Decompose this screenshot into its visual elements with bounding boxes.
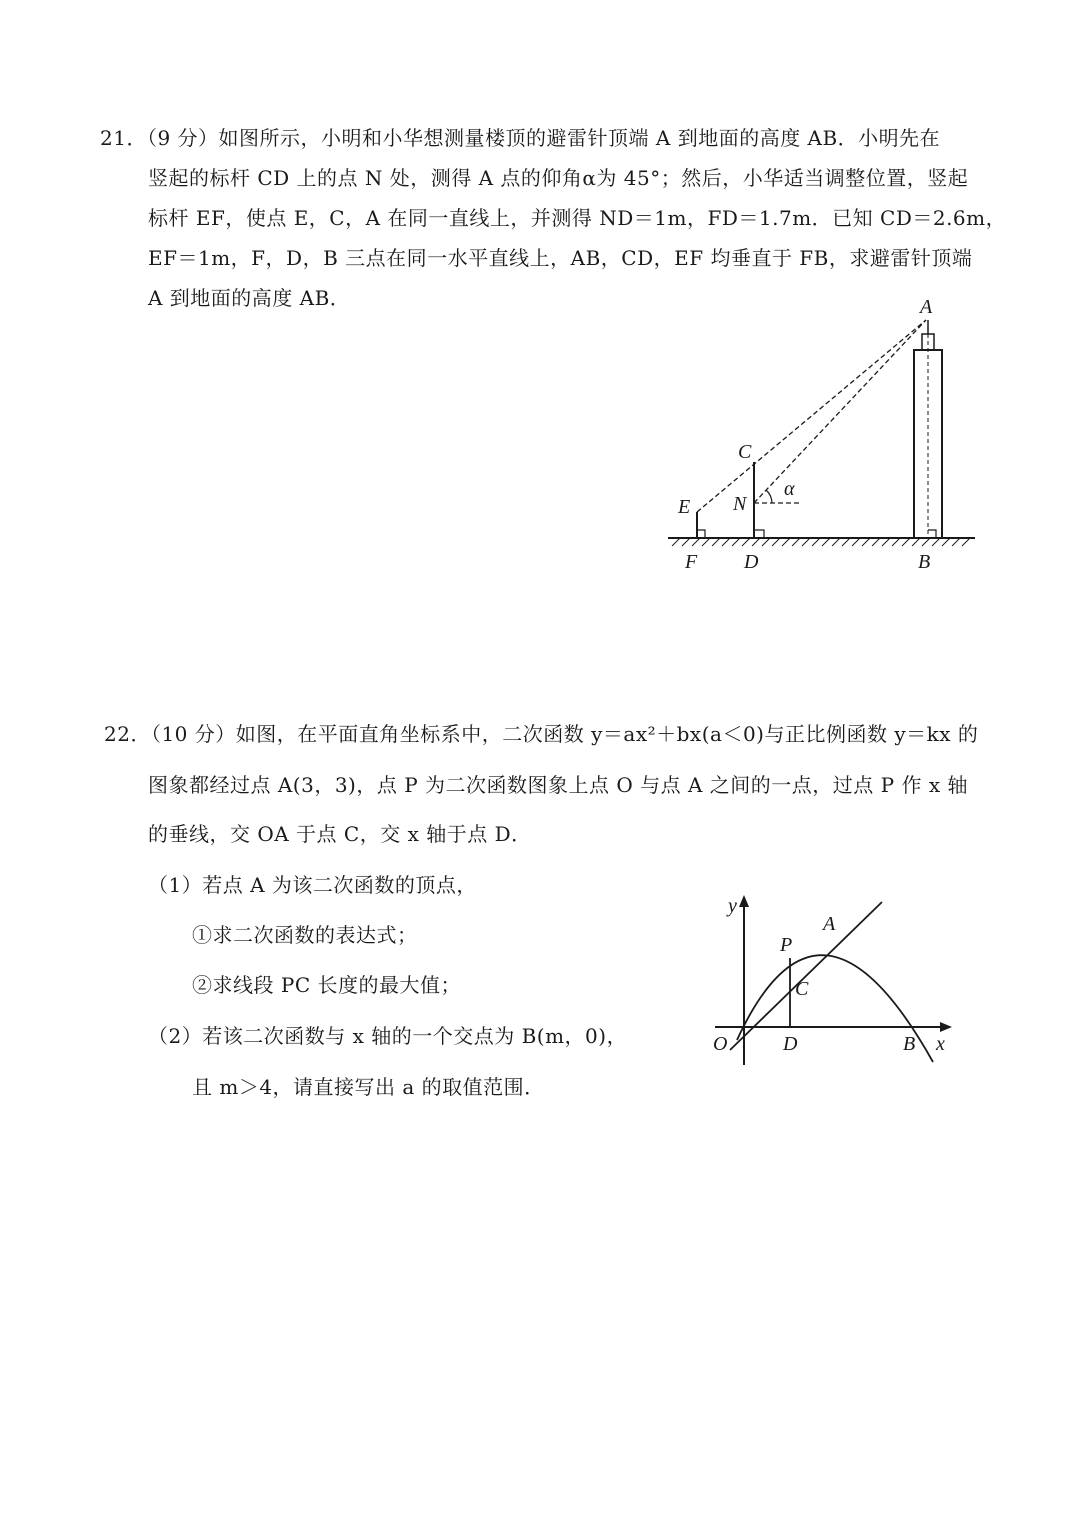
- label-c: C: [795, 978, 809, 1000]
- q22-line-3: 的垂线，交 OA 于点 C，交 x 轴于点 D．: [148, 822, 532, 846]
- label-n: N: [733, 493, 747, 515]
- label-o: O: [713, 1033, 728, 1055]
- y-axis-arrow: [739, 895, 749, 907]
- alpha-arc: [766, 490, 772, 503]
- q21-line-1: 21．（9 分）如图所示，小明和小华想测量楼顶的避雷针顶端 A 到地面的高度 AB．小明先在: [100, 126, 941, 150]
- q22-part1-sub1: ①求二次函数的表达式；: [192, 923, 418, 947]
- sight-line-na: [754, 320, 926, 503]
- q22-part2-cont: 且 m＞4，请直接写出 a 的取值范围．: [192, 1075, 545, 1099]
- label-d: D: [744, 551, 759, 573]
- q21-line-5: A 到地面的高度 AB．: [148, 286, 351, 310]
- q21-figure: [660, 295, 990, 580]
- q21-line-2: 竖起的标杆 CD 上的点 N 处，测得 A 点的仰角α为 45°；然后，小华适当调整位置，竖起: [148, 166, 969, 190]
- label-f: F: [685, 551, 698, 573]
- label-b: B: [918, 551, 931, 573]
- q22-part1-sub2: ②求线段 PC 长度的最大值；: [192, 973, 461, 997]
- q22-figure: [700, 885, 970, 1075]
- label-d: D: [783, 1033, 798, 1055]
- label-b: B: [903, 1033, 916, 1055]
- sight-line-ea: [697, 320, 926, 512]
- label-a: A: [920, 296, 933, 318]
- right-angle-f: [697, 530, 705, 538]
- label-y: y: [728, 895, 737, 917]
- label-x: x: [936, 1033, 945, 1055]
- q22-line-2: 图象都经过点 A(3，3)，点 P 为二次函数图象上点 O 与点 A 之间的一点，过点 P 作 x 轴: [148, 773, 968, 797]
- label-a: A: [823, 913, 836, 935]
- x-axis-arrow: [940, 1022, 952, 1032]
- q22-part2: （2）若该二次函数与 x 轴的一个交点为 B(m，0)，: [148, 1024, 628, 1048]
- q22-line-1: 22．（10 分）如图，在平面直角坐标系中，二次函数 y＝ax²＋bx(a＜0)与正比例函数 y＝kx 的: [104, 722, 979, 746]
- q22-part1: （1）若点 A 为该二次函数的顶点，: [148, 873, 477, 897]
- label-c: C: [738, 441, 752, 463]
- label-p: P: [780, 934, 793, 956]
- label-e: E: [678, 496, 691, 518]
- label-alpha: α: [784, 478, 795, 500]
- right-angle-b: [928, 530, 936, 538]
- ground-hatching: [672, 538, 970, 546]
- q21-line-3: 标杆 EF，使点 E，C，A 在同一直线上，并测得 ND＝1m，FD＝1.7m．已知 CD＝2.6m，: [148, 206, 1007, 230]
- right-angle-d: [754, 530, 764, 538]
- q21-line-4: EF＝1m，F，D，B 三点在同一水平直线上，AB，CD，EF 均垂直于 FB，求避雷针顶端: [148, 246, 973, 270]
